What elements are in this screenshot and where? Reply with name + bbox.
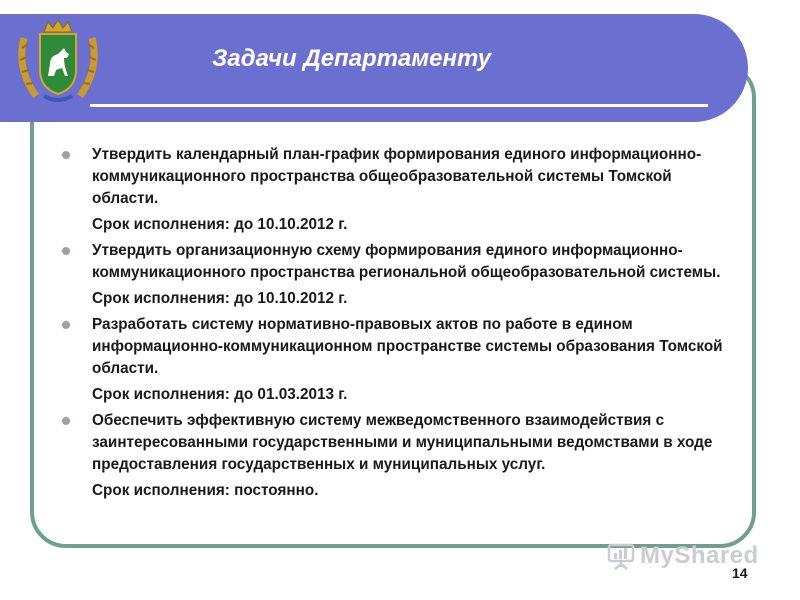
presentation-board-icon xyxy=(606,541,636,571)
header-divider xyxy=(90,104,708,107)
task-text: Утвердить организационную схему формирования единого информационно-коммуникационного пространства региональной общеобразовательной системы. xyxy=(92,242,721,281)
list-item xyxy=(60,410,740,502)
list-item xyxy=(60,144,740,236)
list-item xyxy=(60,240,740,310)
task-text: Обеспечить эффективную систему межведомственного взаимодействия с заинтересованными государственными и муниципальными ведомствами в ходе предоставления государственных и муниципальных услуг. xyxy=(92,412,713,473)
task-text: Утвердить календарный план-график формирования единого информационно-коммуникационного пространства общеобразовательной системы Томской области. xyxy=(92,146,702,207)
bullet-icon xyxy=(62,417,70,425)
task-list xyxy=(60,144,740,506)
tomsk-coat-of-arms-icon xyxy=(14,18,102,104)
task-deadline: Срок исполнения: до 10.10.2012 г. xyxy=(92,216,348,233)
slide-title: Задачи Департаменту xyxy=(212,45,492,72)
page-number: 14 xyxy=(732,565,748,581)
bullet-icon xyxy=(62,247,70,255)
watermark-text: MyShared xyxy=(640,542,759,569)
task-deadline: Срок исполнения: постоянно. xyxy=(92,482,319,499)
task-text: Разработать систему нормативно-правовых актов по работе в едином информационно-коммуникационном пространстве системы образования Томской области. xyxy=(92,316,723,377)
bullet-icon xyxy=(62,321,70,329)
task-deadline: Срок исполнения: до 10.10.2012 г. xyxy=(92,290,348,307)
bullet-icon xyxy=(62,151,70,159)
list-item xyxy=(60,314,740,406)
task-deadline: Срок исполнения: до 01.03.2013 г. xyxy=(92,386,348,403)
